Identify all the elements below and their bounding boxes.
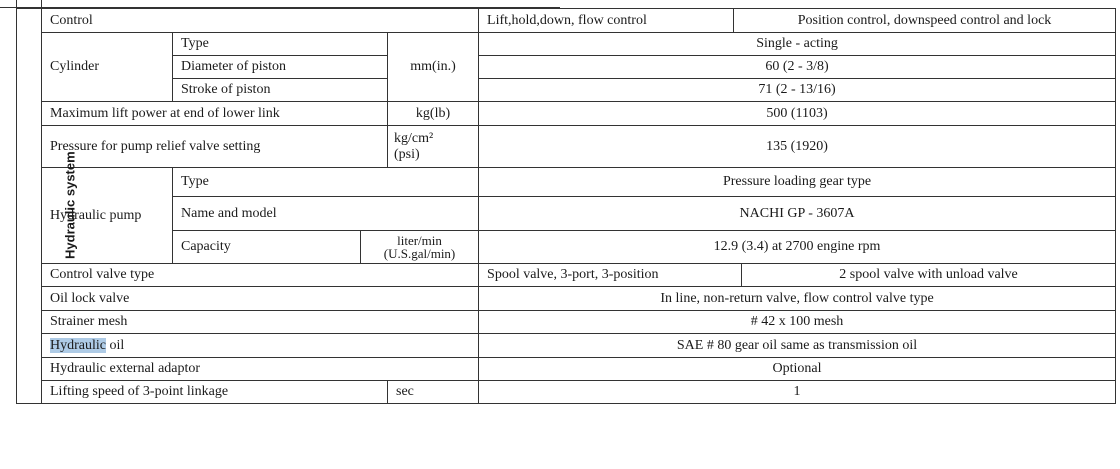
max-lift-value: 500 (1103) — [479, 102, 1116, 126]
table-row-cylinder-diameter — [17, 56, 1116, 79]
cylinder-unit-cell — [388, 33, 479, 102]
table-row-pump-name — [17, 197, 1116, 231]
table-row-max-lift — [17, 102, 1116, 126]
oil-lock-value: In line, non-return valve, flow control valve type — [479, 287, 1116, 311]
strainer-label: Strainer mesh — [42, 311, 479, 334]
system-label: Hydraulic system — [62, 151, 78, 260]
cylinder-stroke-value: 71 (2 - 13/16) — [479, 79, 1116, 102]
table-row-hydraulic-oil — [17, 334, 1116, 358]
pump-name-label: Name and model — [173, 197, 479, 231]
table-row-cylinder-type — [17, 33, 1116, 56]
pump-capacity-unit — [361, 231, 479, 264]
relief-pressure-unit-psi: (psi) — [394, 146, 420, 162]
previous-table-bottom-edge — [0, 0, 560, 8]
table-row-pump-type — [17, 168, 1116, 197]
relief-pressure-unit-kgcm2: kg/cm² — [394, 131, 434, 147]
relief-pressure-value: 135 (1920) — [479, 126, 1116, 168]
relief-pressure-unit — [388, 126, 479, 168]
control-valve-value-b: 2 spool valve with unload valve — [742, 264, 1116, 287]
cylinder-diameter-unit: mm(in.) — [410, 59, 456, 75]
table-row-strainer — [17, 311, 1116, 334]
text-selection-highlight[interactable]: Hydraulic — [50, 337, 106, 353]
pump-label: Hydraulic pump — [42, 168, 173, 264]
hydraulic-spec-table — [16, 8, 1116, 404]
lifting-speed-value: 1 — [479, 381, 1116, 404]
cylinder-label: Cylinder — [42, 33, 173, 102]
strainer-value: # 42 x 100 mesh — [479, 311, 1116, 334]
pump-capacity-label: Capacity — [173, 231, 361, 264]
control-label: Control — [42, 9, 479, 33]
oil-lock-label: Oil lock valve — [42, 287, 479, 311]
hydraulic-oil-label-rest: oil — [105, 337, 125, 353]
table-row-lifting-speed — [17, 381, 1116, 404]
control-valve-value-a: Spool valve, 3-port, 3-position — [479, 264, 742, 287]
external-adaptor-label: Hydraulic external adaptor — [42, 358, 479, 381]
table-row-control — [17, 9, 1116, 33]
previous-table-divider — [16, 0, 17, 8]
pump-capacity-value: 12.9 (3.4) at 2700 engine rpm — [479, 231, 1116, 264]
max-lift-label: Maximum lift power at end of lower link — [42, 102, 388, 126]
lifting-speed-label: Lifting speed of 3-point linkage — [42, 381, 388, 404]
lifting-speed-unit: sec — [388, 381, 479, 404]
pump-capacity-unit-gal: (U.S.gal/min) — [383, 246, 456, 261]
cylinder-type-label: Type — [173, 33, 388, 56]
cylinder-type-value: Single - acting — [479, 33, 1116, 56]
external-adaptor-value: Optional — [479, 358, 1116, 381]
cylinder-diameter-label: Diameter of piston — [173, 56, 388, 79]
cylinder-stroke-label: Stroke of piston — [173, 79, 388, 102]
table-row-cylinder-stroke — [17, 79, 1116, 102]
control-value-b: Position control, downspeed control and lock — [734, 9, 1116, 33]
control-valve-label: Control valve type — [42, 264, 479, 287]
hydraulic-oil-label — [42, 334, 479, 358]
table-row-pump-capacity — [17, 231, 1116, 264]
pump-type-label: Type — [173, 168, 479, 197]
pump-type-value: Pressure loading gear type — [479, 168, 1116, 197]
pump-name-value: NACHI GP - 3607A — [479, 197, 1116, 231]
previous-table-divider — [41, 0, 42, 8]
relief-pressure-label: Pressure for pump relief valve setting — [42, 126, 388, 168]
table-row-external-adaptor — [17, 358, 1116, 381]
table-row-control-valve — [17, 264, 1116, 287]
hydraulic-oil-value: SAE # 80 gear oil same as transmission oil — [479, 334, 1116, 358]
pump-capacity-unit-liter: liter/min — [397, 233, 442, 248]
max-lift-unit: kg(lb) — [388, 102, 479, 126]
table-row-relief-pressure — [17, 126, 1116, 168]
table-row-oil-lock — [17, 287, 1116, 311]
cylinder-diameter-value: 60 (2 - 3/8) — [479, 56, 1116, 79]
control-value-a: Lift,hold,down, flow control — [479, 9, 734, 33]
